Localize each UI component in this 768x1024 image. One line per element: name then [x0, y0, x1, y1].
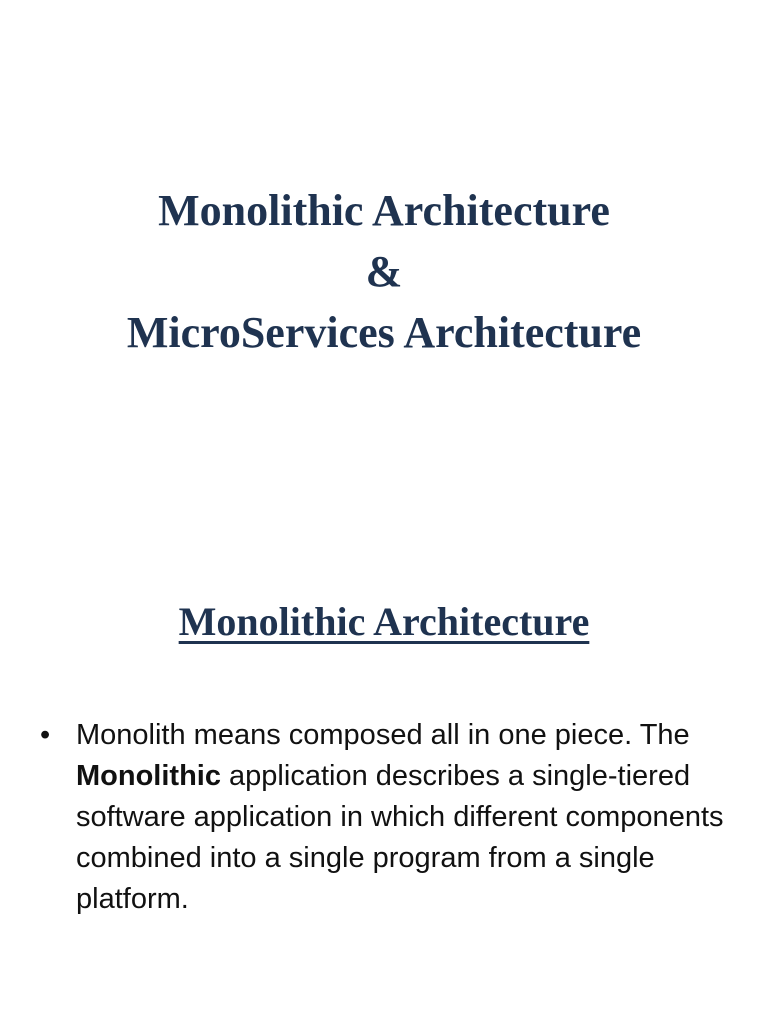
bullet-list [40, 715, 730, 920]
bullet-marker: • [40, 719, 51, 751]
title-line-1: Monolithic Architecture [158, 186, 610, 235]
page-title [0, 180, 768, 363]
bullet-text-after: application describes a single-tiered software application in which different components combined into a single program from a single platform. [76, 760, 724, 915]
bullet-text-before: Monolith means composed all in one piece. The [76, 719, 690, 751]
title-line-2: & [365, 247, 403, 296]
section-heading [0, 595, 768, 649]
section-heading-text: Monolithic Architecture [178, 599, 590, 644]
bullet-bold-term: Monolithic [76, 760, 221, 792]
list-item [40, 715, 730, 920]
title-line-3: MicroServices Architecture [126, 308, 642, 357]
